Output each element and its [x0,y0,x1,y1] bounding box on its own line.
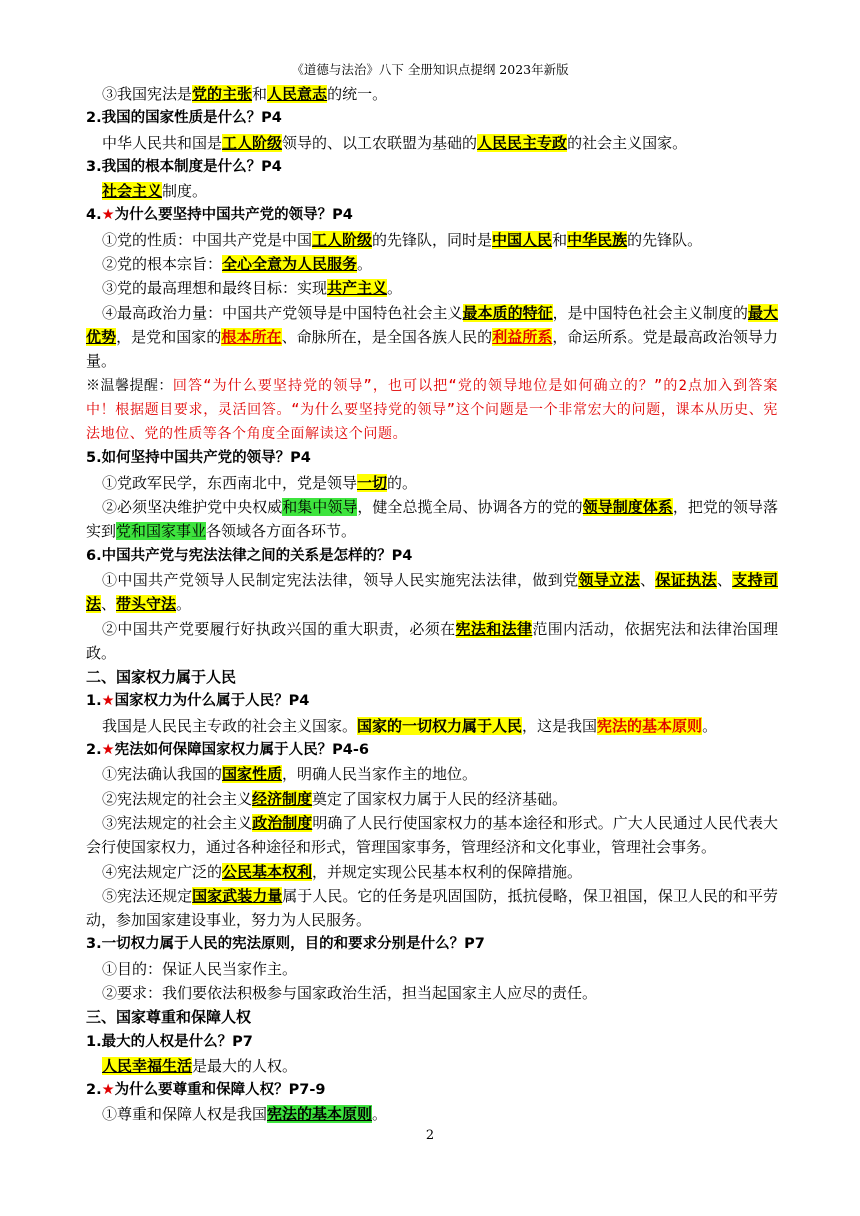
text: 明确了人民行使国家权力的基本途径和形式。广大人民通过人民代表大会行使国家权力，通过各种途径和形式，管理国家事务，管理经济和文化事业，管理社会事务。 [86,813,778,857]
highlight-keyword: 人民民主专政 [477,133,568,152]
highlight-keyword: 国家的一切权力属于人民 [357,716,523,735]
question-heading: 2.我国的国家性质是什么？P4 [86,110,282,127]
question-title: 为什么要尊重和保障人权？P7-9 [114,1082,326,1099]
text: 的。 [387,473,418,492]
text: ，把党的领导落实到 [86,498,778,541]
text: 。 [387,279,403,298]
text: ②必须坚决维护党中央权威 [102,498,283,517]
text-line [86,860,778,884]
question-number: 2. [86,742,102,759]
text: ，这是我国 [522,716,598,735]
text-line [86,471,778,495]
text: 奠定了国家权力属于人民的经济基础。 [312,789,568,808]
star-icon: ★ [101,1082,115,1099]
highlight-keyword-green: 宪法的基本原则 [267,1105,373,1124]
text: 各领域各方面各环节。 [206,522,357,541]
text: ①宪法确认我国的 [102,765,223,784]
text-line: ②要求：我们要依法积极参与国家政治生活，担当起国家主人应尽的责任。 [102,983,598,1002]
question-number: 2. [86,1082,102,1099]
text: ，命运所系。党是最高政治领导力量。 [86,327,778,371]
highlight-keyword: 国家武装力量 [192,886,283,905]
text: ②党的根本宗旨： [102,255,223,274]
text: 和 [252,85,268,103]
highlight-keyword: 工人阶级 [222,133,283,152]
text: 的统一。 [327,85,388,103]
text: 的先锋队。 [627,230,703,249]
paragraph [86,617,778,666]
text: ①中国共产党领导人民制定宪法法律，领导人民实施宪法法律，做到党 [102,570,579,589]
highlight-keyword: 支持司法 [86,570,778,614]
text: ①党的性质：中国共产党是中国 [102,230,313,249]
text-line [86,787,778,811]
question-heading: 3.一切权力属于人民的宪法原则，目的和要求分别是什么？P7 [86,936,485,953]
highlight-keyword: 公民基本权利 [222,862,313,881]
text-line [86,714,778,738]
text: ，明确人民当家作主的地位。 [282,765,478,784]
highlight-keyword: 最本质的特征 [462,303,553,322]
paragraph [86,811,778,860]
highlight-keyword: 国家性质 [222,765,283,784]
text: 、命脉所在，是全国各族人民的 [281,327,493,346]
highlight-keyword-red: 宪法的基本原则 [597,716,703,735]
document-body [86,82,778,1127]
text-line [86,762,778,786]
highlight-keyword-red: 利益所系 [492,327,553,346]
paragraph [86,495,778,544]
text: ③党的最高理想和最终目标：实现 [102,279,328,298]
section-heading: 三、国家尊重和保障人权 [86,1008,252,1027]
paragraph [86,301,778,374]
question-title: 宪法如何保障国家权力属于人民？P4-6 [114,742,369,759]
text: 。 [372,1105,388,1124]
text-line [86,131,778,155]
highlight-keyword: 经济制度 [252,789,313,808]
highlight-keyword: 人民意志 [267,85,328,103]
question-title: 为什么要坚持中国共产党的领导？P4 [114,207,353,224]
highlight-keyword: 全心全意为人民服务 [222,255,358,274]
highlight-keyword: 保证执法 [655,570,717,589]
text: ，并规定实现公民基本权利的保障措施。 [312,862,583,881]
highlight-keyword: 领导制度体系 [582,498,673,517]
text: 的先锋队，同时是 [372,230,493,249]
text: 属于人民。它的任务是巩固国防，抵抗侵略，保卫祖国，保卫人民的和平劳动，参加国家建设事业，努力为人民服务。 [86,886,778,930]
question-heading [86,738,778,762]
text: ③我国宪法是 [102,85,193,103]
question-heading [86,1078,778,1102]
page-header: 《道德与法治》八下 全册知识点提纲 2023年新版 [291,62,569,77]
paragraph [86,568,778,617]
tip-label: ※温馨提醒： [86,377,173,394]
text: 领导的、以工农联盟为基础的 [282,133,478,152]
text-line [86,252,778,276]
text: 。 [702,716,718,735]
text: 制度。 [162,182,208,201]
text: ④宪法规定广泛的 [102,862,223,881]
star-icon: ★ [101,693,115,710]
text: 和 [552,230,568,249]
tip-text: 回答“为什么要坚持党的领导”，也可以把“党的领导地位是如何确立的？”的2点加入到答案中！根据题目要求，灵活回答。“为什么要坚持党的领导”这个问题是一个非常宏大的问题，课本从历史、宪法地位、党的性质等各个角度全面解读这个问题。 [86,377,779,443]
highlight-keyword: 共产主义 [327,279,388,298]
text: 、 [716,570,733,589]
question-title: 国家权力为什么属于人民？P4 [114,693,310,710]
text: ，是党和国家的 [116,327,222,346]
question-heading: 1.最大的人权是什么？P7 [86,1033,253,1050]
text: 中华人民共和国是 [102,133,223,152]
question-heading [86,689,778,713]
text: ④最高政治力量：中国共产党领导是中国特色社会主义 [102,303,463,322]
star-icon: ★ [101,742,115,759]
text: ②宪法规定的社会主义 [102,789,253,808]
text-line [86,1054,778,1078]
text: ，健全总揽全局、协调各方的党的 [357,498,583,517]
text-line [86,1102,778,1126]
highlight-phrase-green: 和集中领导 [282,498,358,517]
text-line [86,82,778,106]
highlight-keyword: 社会主义 [102,182,163,201]
text: 是最大的人权。 [192,1056,298,1075]
text: 、 [101,595,117,614]
highlight-keyword: 政治制度 [252,813,313,832]
question-heading: 5.如何坚持中国共产党的领导？P4 [86,450,311,467]
text: ①党政军民学，东西南北中，党是领导 [102,473,358,492]
page-number: 2 [425,1128,435,1143]
text: 、 [639,570,656,589]
warm-tip [86,374,778,447]
text: ①尊重和保障人权是我国 [102,1105,268,1124]
text-line [86,179,778,203]
text-line [86,276,778,300]
highlight-phrase-green: 党和国家事业 [116,522,207,541]
question-heading: 6.中国共产党与宪法法律之间的关系是怎样的？P4 [86,547,413,564]
question-number: 1. [86,693,102,710]
highlight-keyword: 宪法和法律 [455,619,533,638]
text: 。 [357,255,373,274]
text: 我国是人民民主专政的社会主义国家。 [102,716,358,735]
text: ，是中国特色社会主义制度的 [552,303,748,322]
highlight-keyword: 带头守法 [116,595,177,614]
highlight-keyword-red: 根本所在 [221,327,282,346]
highlight-keyword: 最大优势 [86,303,778,346]
highlight-keyword: 党的主张 [192,85,253,103]
highlight-keyword: 领导立法 [578,570,640,589]
highlight-keyword: 工人阶级 [312,230,373,249]
text: 的社会主义国家。 [567,133,688,152]
text: ⑤宪法还规定 [102,886,193,905]
text-line: ①目的：保证人民当家作主。 [102,959,298,978]
highlight-keyword: 中华民族 [567,230,628,249]
text: ②中国共产党要履行好执政兴国的重大职责，必须在 [102,619,456,638]
text-line [86,228,778,252]
highlight-keyword: 人民幸福生活 [102,1056,193,1075]
section-heading: 二、国家权力属于人民 [86,668,237,687]
highlight-keyword: 一切 [357,473,388,492]
question-heading: 3.我国的根本制度是什么？P4 [86,158,282,175]
text: ③宪法规定的社会主义 [102,813,253,832]
question-heading: 4.★为什么要坚持中国共产党的领导？P4 [86,207,353,224]
highlight-keyword: 中国人民 [492,230,553,249]
star-icon: ★ [101,207,115,224]
text: 。 [176,595,192,614]
text: 范围内活动，依据宪法和法律治国理政。 [86,619,778,662]
paragraph [86,884,778,933]
